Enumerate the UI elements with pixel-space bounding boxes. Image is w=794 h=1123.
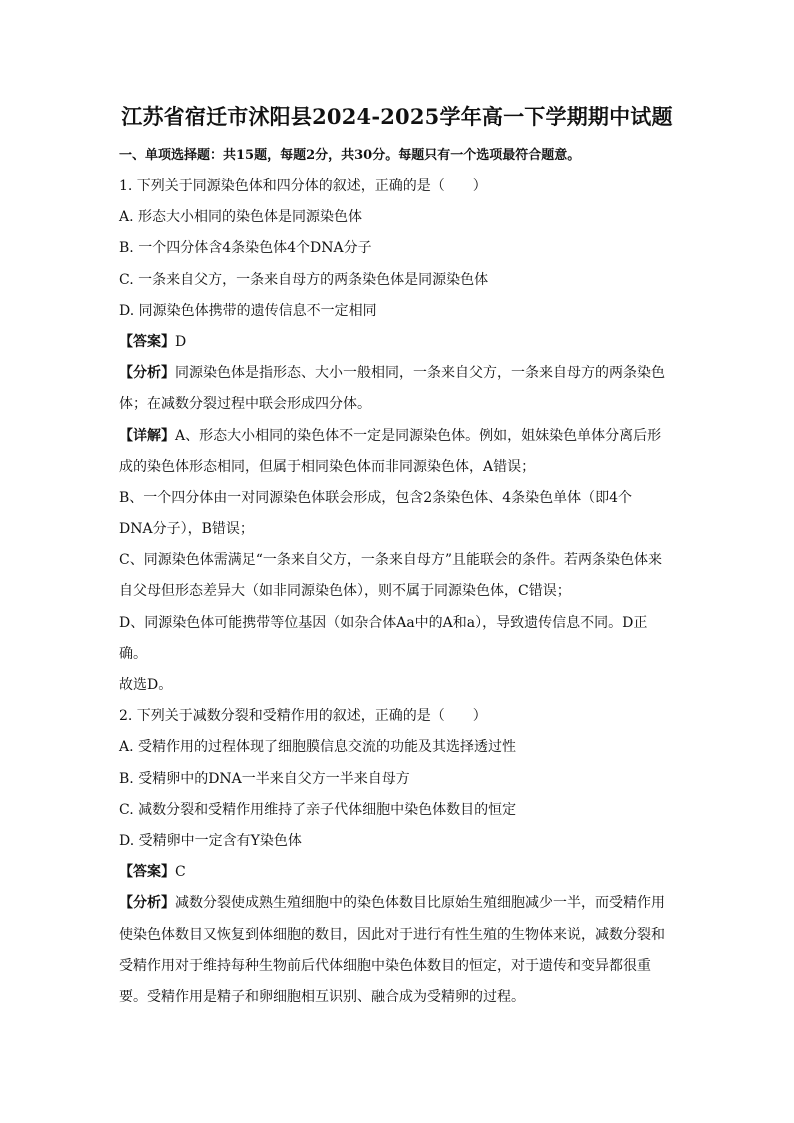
line-text: B、一个四分体由一对同源染色体联会形成，包含2条染色体、4条染色单体（即4个 [119,489,633,506]
text-line [119,732,671,763]
text-line [119,327,671,358]
line-text: D、同源染色体可能携带等位基因（如杂合体Aa中的A和a），导致遗传信息不同。D正 [119,614,648,631]
line-text: 1. 下列关于同源染色体和四分体的叙述，正确的是（ ） [119,178,487,194]
text-line [119,171,671,202]
section-label: 【分析】 [119,365,175,382]
section-label: 【答案】 [119,333,175,350]
line-text: A. 形态大小相同的染色体是同源染色体 [119,209,363,226]
text-line [119,202,671,233]
text-line [119,233,671,264]
text-line [119,358,671,389]
line-text: 自父母但形态差异大（如非同源染色体），则不属于同源染色体，C错误； [119,583,571,600]
section-label: 【答案】 [119,864,175,881]
section-label: 【详解】 [119,427,175,444]
line-text: 2. 下列关于减数分裂和受精作用的叙述，正确的是（ ） [119,708,487,725]
line-text: 同源染色体是指形态、大小一般相同，一条来自父方，一条来自母方的两条染色 [175,365,665,382]
question-content [119,171,671,1013]
document-title: 江苏省宿迁市沭阳县2024-2025学年高一下学期期中试题 [121,104,673,129]
text-line [119,670,671,701]
text-line [119,545,671,576]
line-text: 减数分裂使成熟生殖细胞中的染色体数目比原始生殖细胞减少一半，而受精作用 [175,895,665,912]
text-line [119,826,671,857]
text-line [119,701,671,732]
line-text: 受精作用对于维持每种生物前后代体细胞中染色体数目的恒定，对于遗传和变异都很重 [119,957,651,974]
line-text: C [175,864,186,881]
line-text: 体；在减数分裂过程中联会形成四分体。 [119,396,371,413]
text-line [119,452,671,483]
text-line [119,265,671,296]
line-text: D. 同源染色体携带的遗传信息不一定相同 [119,302,377,319]
text-line [119,764,671,795]
line-text: D. 受精卵中一定含有Y染色体 [119,832,302,849]
text-line [119,795,671,826]
text-line [119,421,671,452]
text-line [119,608,671,639]
line-text: C. 减数分裂和受精作用维持了亲子代体细胞中染色体数目的恒定 [119,801,517,818]
line-text: 要。受精作用是精子和卵细胞相互识别、融合成为受精卵的过程。 [119,988,525,1005]
text-line [119,951,671,982]
text-line [119,888,671,919]
line-text: A. 受精作用的过程体现了细胞膜信息交流的功能及其选择透过性 [119,739,517,756]
line-text: C. 一条来自父方，一条来自母方的两条染色体是同源染色体 [119,271,489,288]
line-text: 确。 [119,645,147,662]
line-text: B. 受精卵中的DNA一半来自父方一半来自母方 [119,770,410,787]
text-line [119,514,671,545]
text-line [119,857,671,888]
text-line [119,576,671,607]
line-text: DNA分子），B错误； [119,521,254,538]
line-text: C、同源染色体需满足“一条来自父方，一条来自母方”且能联会的条件。若两条染色体来 [119,552,663,569]
section-heading: 一、单项选择题：共15题，每题2分，共30分。每题只有一个选项最符合题意。 [119,148,581,163]
section-label: 【分析】 [119,895,175,912]
text-line [119,920,671,951]
line-text: A、形态大小相同的染色体不一定是同源染色体。例如，姐妹染色单体分离后形 [175,427,662,444]
line-text: 成的染色体形态相同，但属于相同染色体而非同源染色体，A错误； [119,458,536,475]
text-line [119,483,671,514]
text-line [119,389,671,420]
line-text: B. 一个四分体含4条染色体4个DNA分子 [119,240,372,257]
text-line [119,982,671,1013]
line-text: 故选D。 [119,677,173,693]
text-line [119,639,671,670]
line-text: 使染色体数目又恢复到体细胞的数目，因此对于进行有性生殖的生物体来说，减数分裂和 [119,926,665,943]
text-line [119,296,671,327]
line-text: D [175,333,187,350]
